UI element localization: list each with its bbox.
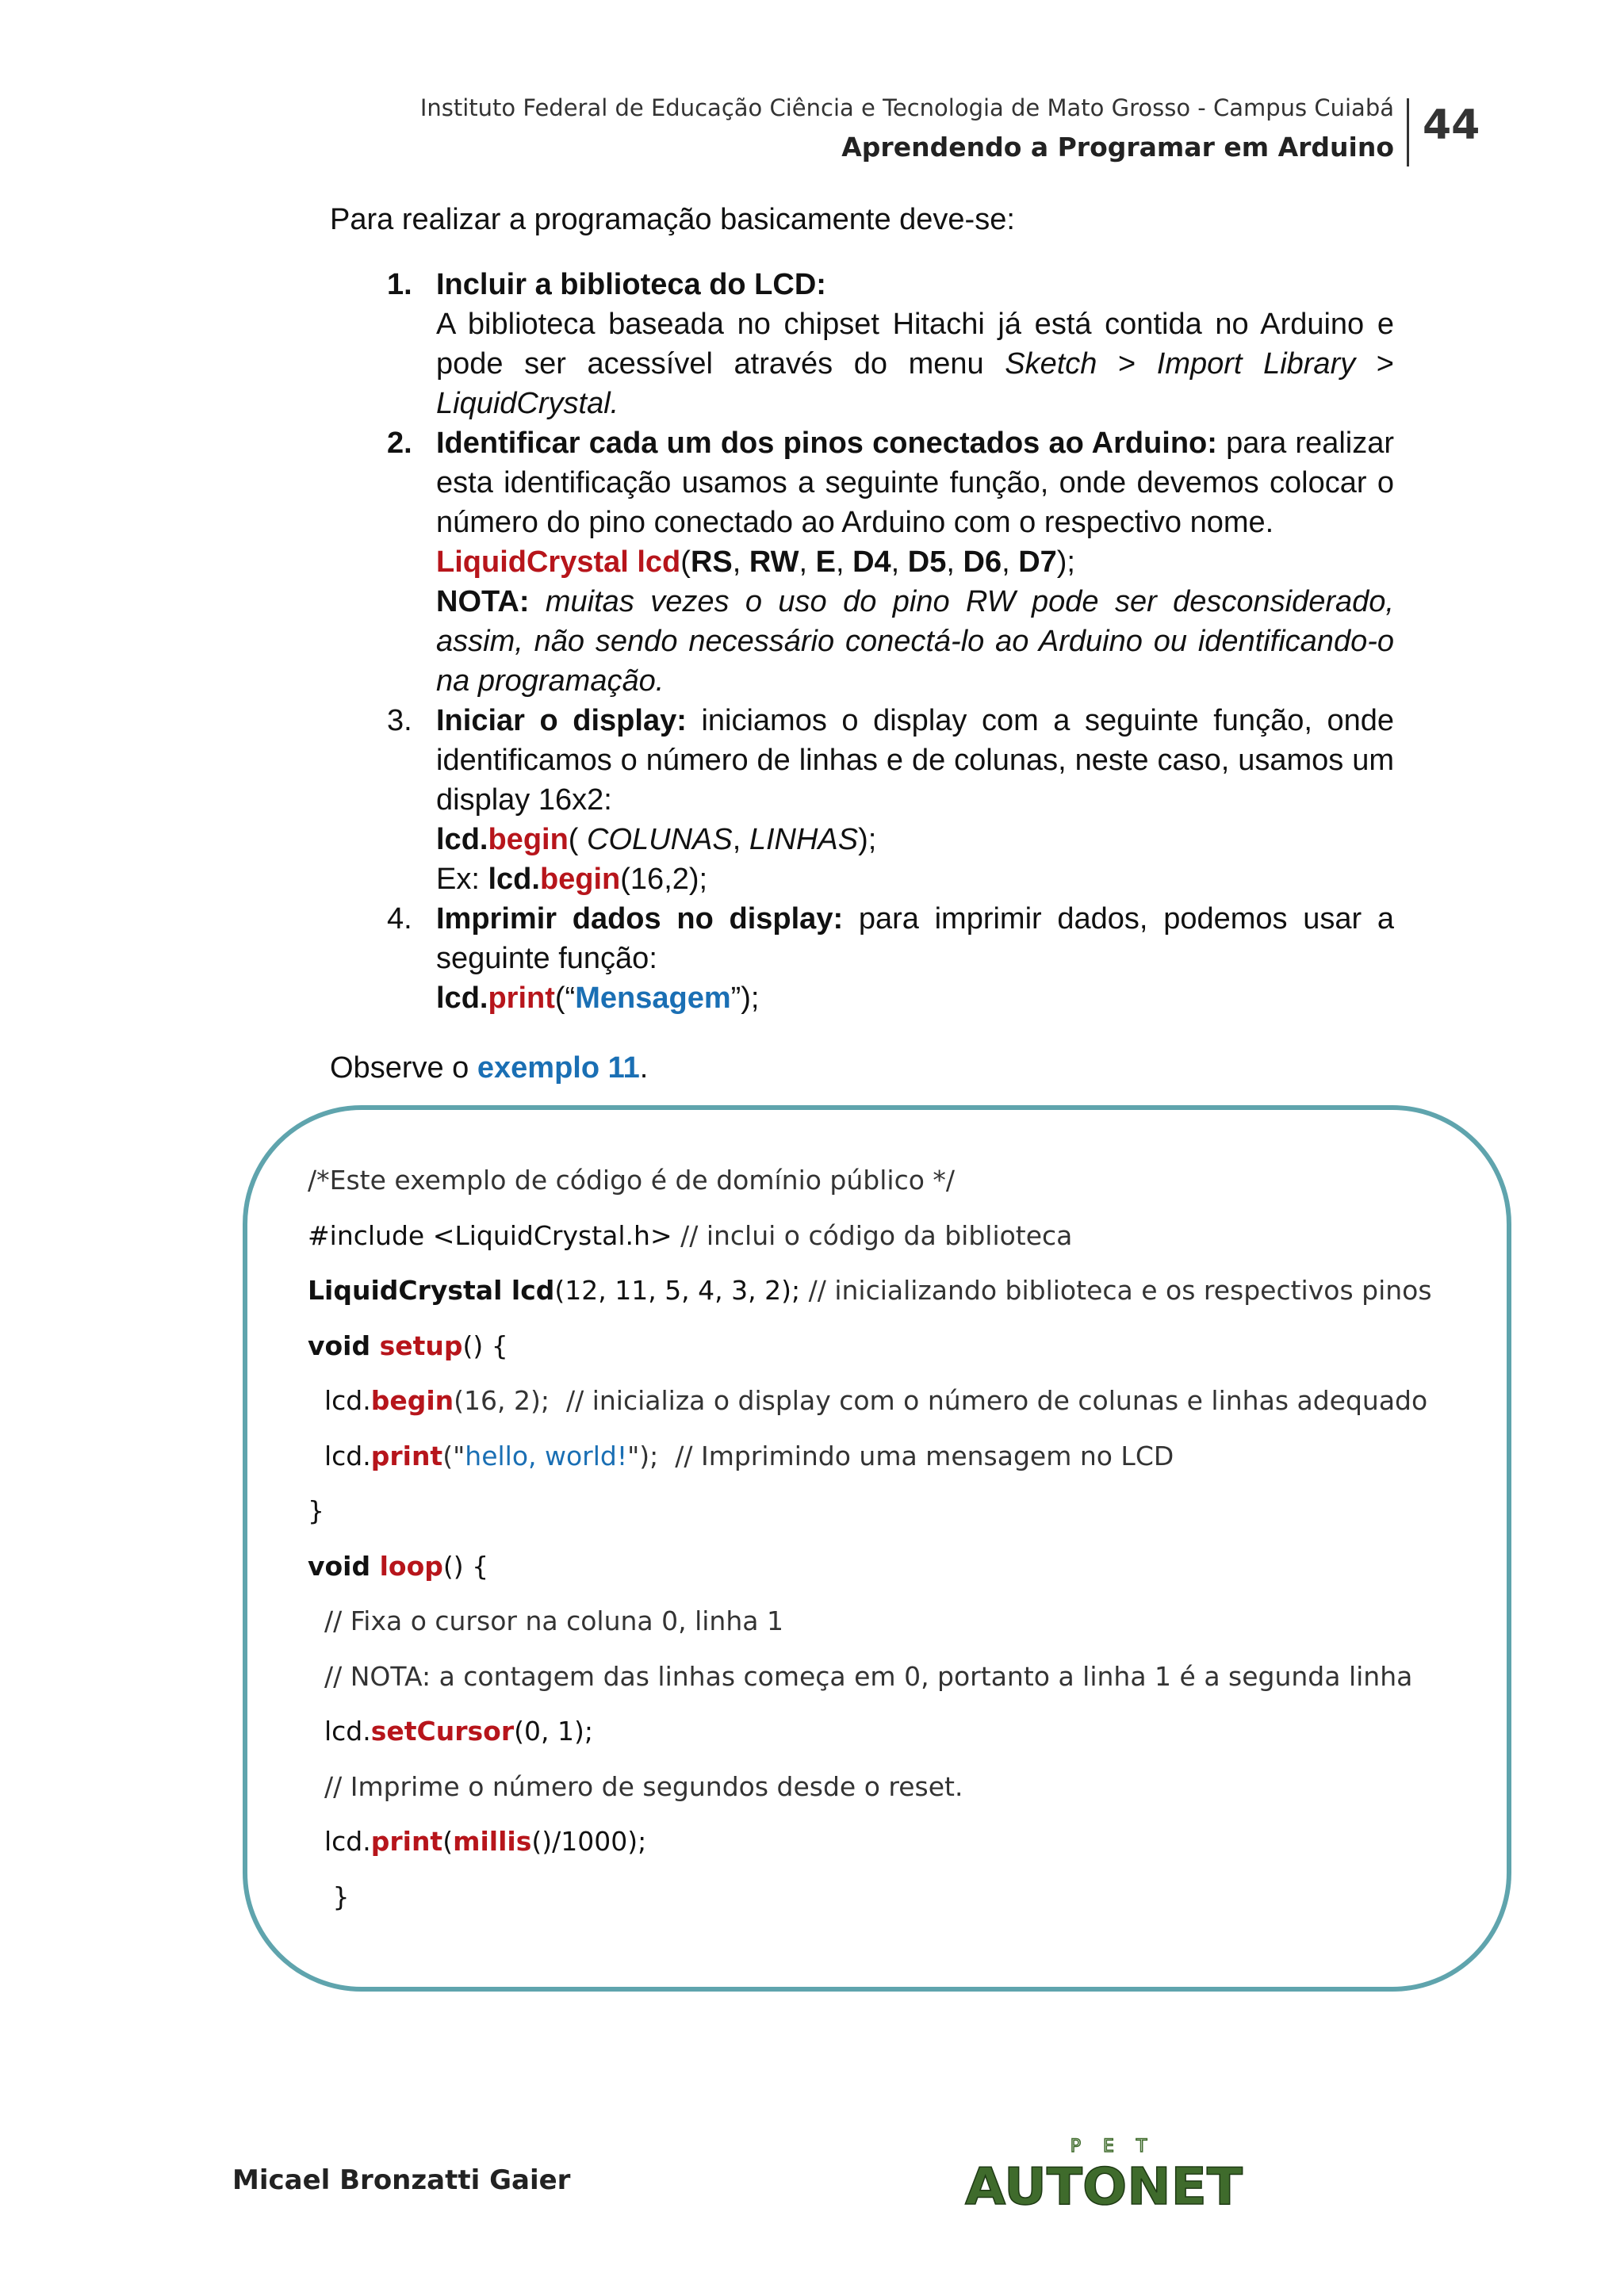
note-label: NOTA: [436, 585, 530, 618]
code-object: lcd. [308, 1716, 371, 1747]
author-name: Micael Bronzatti Gaier [232, 2164, 571, 2196]
step-4 [387, 899, 1394, 1018]
pin-d6: D6 [963, 545, 1002, 579]
pet-autonet-logo [961, 2131, 1247, 2217]
step-number: 3. [387, 704, 412, 737]
pin-e: E [815, 545, 836, 579]
step-title: Incluir a biblioteca do LCD: [436, 268, 826, 301]
code-function: begin [539, 863, 621, 896]
code-keyword: void [308, 1330, 380, 1361]
step-body [436, 899, 1394, 978]
code-function: millis [453, 1826, 532, 1857]
code-comma: , [732, 823, 749, 856]
code-comma: , [732, 545, 749, 579]
step-title: Identificar cada um dos pinos conectados ao Arduino: [436, 427, 1217, 460]
page-number: 44 [1423, 101, 1480, 149]
code-comma: , [1002, 545, 1019, 579]
code-line [308, 1493, 1434, 1548]
code-comment: // NOTA: a contagem das linhas começa em 0, portanto a linha 1 é a segunda linha [308, 1660, 1413, 1692]
code-line [308, 1438, 1434, 1494]
step-code-line [436, 542, 1394, 582]
code-args: (16,2); [620, 863, 708, 896]
code-comment: // inicializando biblioteca e os respectivos pinos [800, 1275, 1432, 1306]
menu-separator: > [1097, 347, 1157, 381]
code-line [308, 1823, 1434, 1879]
code-function: begin [488, 823, 569, 856]
header-divider [1407, 98, 1409, 166]
logo-small-text: PET [1070, 2137, 1170, 2156]
code-punct: (" [442, 1440, 465, 1471]
page-header [420, 92, 1394, 166]
pin-d5: D5 [907, 545, 947, 579]
code-line [308, 1879, 1434, 1934]
step-code-line [436, 820, 1394, 859]
step-body [436, 304, 1394, 423]
observe-end: . [639, 1051, 649, 1085]
step-body [436, 423, 1394, 542]
code-line [308, 1659, 1434, 1714]
code-object: lcd. [436, 982, 488, 1015]
code-line [308, 1162, 1434, 1218]
code-paren: (“ [554, 982, 576, 1015]
code-function: print [488, 982, 555, 1015]
note-text: muitas vezes o uso do pino RW pode ser desconsiderado, assim, não sendo necessário conectá-lo ao Arduino ou identificando-o na programação. [436, 585, 1394, 698]
pin-d4: D4 [852, 545, 891, 579]
code-paren: ( [680, 545, 691, 579]
code-rest: (16, 2); // inicializa o display com o número de colunas e linhas adequado [454, 1385, 1428, 1416]
code-paren: ); [858, 823, 877, 856]
code-paren: ”); [730, 982, 760, 1015]
code-line [308, 1272, 1434, 1328]
logo-main-text: AUTONET [965, 2158, 1243, 2217]
steps-list [387, 265, 1394, 1018]
menu-liquidcrystal: LiquidCrystal. [436, 387, 619, 420]
arg-linhas: LINHAS [749, 823, 859, 856]
code-punct: ( [442, 1826, 454, 1857]
book-title: Aprendendo a Programar em Arduino [841, 132, 1394, 163]
observe-line [330, 1048, 648, 1088]
step-note [436, 582, 1394, 701]
step-3 [387, 701, 1394, 899]
arg-colunas: COLUNAS [587, 823, 733, 856]
code-function: setup [379, 1330, 463, 1361]
menu-import-library: Import Library [1156, 347, 1356, 381]
code-keyword: void [308, 1550, 380, 1582]
step-1 [387, 265, 1394, 423]
step-title: Iniciar o display: [436, 704, 687, 737]
code-object: lcd. [488, 863, 540, 896]
code-punct: } [308, 1495, 324, 1526]
menu-sketch: Sketch [1005, 347, 1097, 381]
example-link[interactable]: exemplo 11 [477, 1051, 640, 1085]
code-type: LiquidCrystal lcd [308, 1275, 555, 1306]
code-function: begin [370, 1385, 454, 1416]
code-line [308, 1328, 1434, 1383]
code-paren: ( [568, 823, 588, 856]
code-line [308, 1218, 1434, 1273]
code-comma: , [799, 545, 816, 579]
pin-d7: D7 [1018, 545, 1057, 579]
code-function: print [370, 1440, 443, 1471]
code-args: (0, 1); [514, 1716, 593, 1747]
code-comment: // Imprime o número de segundos desde o reset. [308, 1770, 963, 1802]
code-comma: , [891, 545, 908, 579]
code-object: lcd. [308, 1440, 371, 1471]
observe-text: Observe o [330, 1051, 477, 1085]
code-rest: "); // Imprimindo uma mensagem no LCD [627, 1440, 1174, 1471]
code-comment: /*Este exemplo de código é de domínio público */ [308, 1165, 956, 1196]
code-function: LiquidCrystal lcd [436, 545, 681, 579]
code-object: lcd. [308, 1826, 371, 1857]
code-punct: () { [462, 1330, 508, 1361]
pin-rs: RS [690, 545, 733, 579]
step-text: para realizar esta identificação usamos a seguinte função, onde devemos colocar o número do pino conectado ao Arduino com o respectivo nome. [436, 427, 1394, 539]
step-number: 4. [387, 902, 412, 936]
step-body [436, 701, 1394, 820]
code-punct: } [308, 1881, 350, 1912]
code-comment: // Fixa o cursor na coluna 0, linha 1 [308, 1605, 783, 1636]
code-line [308, 1603, 1434, 1659]
step-text: A biblioteca baseada no chipset Hitachi já está contida no Arduino e pode ser acessível através do menu [436, 308, 1394, 381]
code-function: loop [379, 1550, 443, 1582]
step-text: para imprimir dados, podemos usar a seguinte função: [436, 902, 1394, 975]
code-line [308, 1548, 1434, 1604]
example-label: Ex: [436, 863, 488, 896]
code-line [308, 1383, 1434, 1438]
pin-rw: RW [749, 545, 799, 579]
menu-separator: > [1355, 347, 1395, 381]
code-comma: , [946, 545, 963, 579]
code-string: Mensagem [575, 982, 731, 1015]
code-punct: () { [442, 1550, 489, 1582]
step-text: iniciamos o display com a seguinte função, onde identificamos o número de linhas e de colunas, neste caso, usamos um display 16x2: [436, 704, 1394, 817]
code-args: ()/1000); [531, 1826, 647, 1857]
code-line [308, 1769, 1434, 1824]
code-paren: ); [1056, 545, 1075, 579]
code-listing [308, 1162, 1434, 1934]
code-function: setCursor [370, 1716, 515, 1747]
intro-text: Para realizar a programação basicamente deve-se: [330, 203, 1015, 236]
code-line [308, 1713, 1434, 1769]
code-include: #include <LiquidCrystal.h> [308, 1219, 672, 1251]
code-args: (12, 11, 5, 4, 3, 2); [554, 1275, 801, 1306]
step-2 [387, 423, 1394, 701]
code-object: lcd. [436, 823, 488, 856]
code-comment: // inclui o código da biblioteca [672, 1219, 1073, 1251]
step-example-line [436, 859, 1394, 899]
step-code-line [436, 978, 1394, 1018]
institution-name: Instituto Federal de Educação Ciência e Tecnologia de Mato Grosso - Campus Cuiabá [419, 94, 1394, 121]
code-comma: , [835, 545, 853, 579]
step-number: 2. [387, 427, 412, 460]
code-object: lcd. [308, 1385, 371, 1416]
code-string: hello, world! [465, 1440, 628, 1471]
code-function: print [370, 1826, 443, 1857]
step-number: 1. [387, 268, 412, 301]
step-title: Imprimir dados no display: [436, 902, 844, 936]
